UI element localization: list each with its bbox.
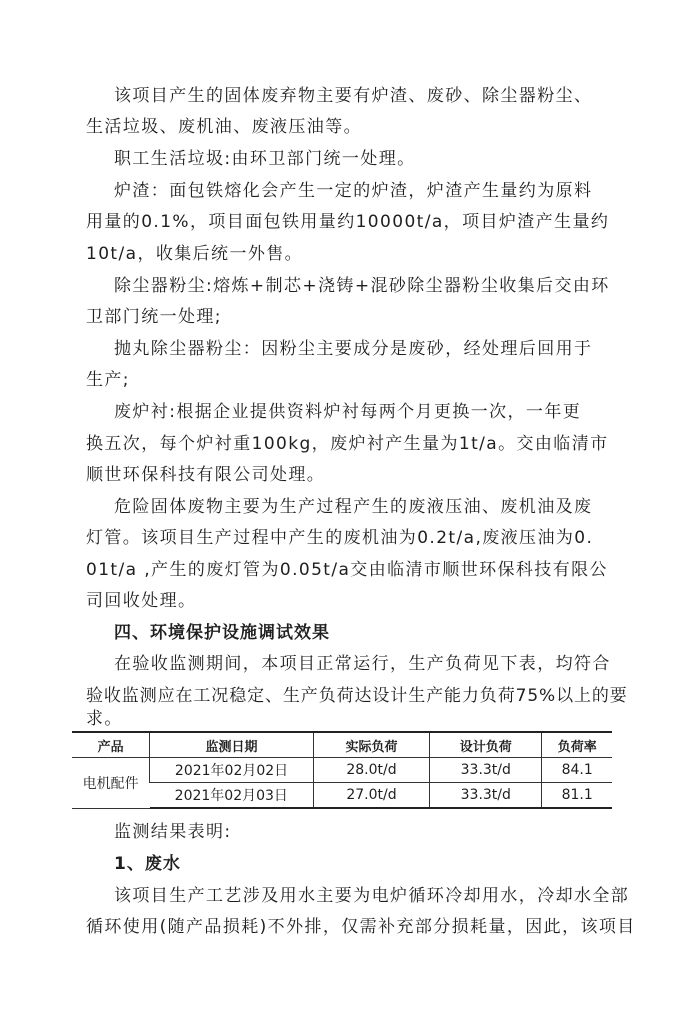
table-header-row — [72, 732, 612, 758]
paragraph-line: 求。 — [86, 709, 123, 729]
cell-design-load: 33.3t/d — [430, 758, 542, 783]
cell-design-load: 33.3t/d — [430, 783, 542, 809]
paragraph-line: 该项目生产工艺涉及用水主要为电炉循环冷却用水，冷却水全部 — [114, 886, 630, 906]
paragraph-line: 抛丸除尘器粉尘：因粉尘主要成分是废砂，经处理后回用于 — [114, 339, 593, 359]
section-heading: 四、环境保护设施调试效果 — [114, 623, 330, 643]
header-design-load: 设计负荷 — [430, 732, 542, 758]
table-row — [72, 758, 612, 783]
subheading-wastewater: 1、废水 — [114, 854, 181, 874]
paragraph-line: 废炉衬:根据企业提供资料炉衬每两个月更换一次，一年更 — [114, 402, 582, 422]
paragraph-line: 灯管。该项目生产过程中产生的废机油为0.2t/a,废液压油为0. — [86, 528, 594, 548]
cell-product: 电机配件 — [72, 758, 150, 809]
header-product: 产品 — [72, 732, 150, 758]
paragraph-line: 在验收监测期间，本项目正常运行，生产负荷见下表，均符合 — [114, 654, 611, 674]
header-date: 监测日期 — [150, 732, 314, 758]
paragraph-line: 10t/a，收集后统一外售。 — [86, 244, 304, 264]
cell-actual-load: 28.0t/d — [313, 758, 429, 783]
paragraph-line: 换五次，每个炉衬重100kg，废炉衬产生量为1t/a。交由临清市 — [86, 434, 609, 454]
cell-load-rate: 84.1 — [542, 758, 612, 783]
paragraph-line: 01t/a ,产生的废灯管为0.05t/a交由临清市顺世环保科技有限公 — [86, 560, 608, 580]
paragraph-line: 验收监测应在工况稳定、生产负荷达设计生产能力负荷75%以上的要 — [86, 686, 628, 706]
paragraph-line: 司回收处理。 — [86, 591, 197, 611]
cell-actual-load: 27.0t/d — [313, 783, 429, 809]
paragraph-line: 炉渣：面包铁熔化会产生一定的炉渣，炉渣产生量约为原料 — [114, 181, 593, 201]
cell-date: 2021年02月02日 — [150, 758, 314, 783]
paragraph-line: 用量的0.1%，项目面包铁用量约10000t/a，项目炉渣产生量约 — [86, 212, 610, 232]
paragraph-line: 危险固体废物主要为生产过程产生的废液压油、废机油及废 — [114, 497, 593, 517]
paragraph-line: 监测结果表明: — [114, 822, 232, 842]
paragraph-line: 卫部门统一处理; — [86, 307, 222, 327]
paragraph-line: 职工生活垃圾:由环卫部门统一处理。 — [114, 149, 416, 169]
paragraph-line: 除尘器粉尘:熔炼+制芯+浇铸+混砂除尘器粉尘收集后交由环 — [114, 276, 610, 296]
table-row — [72, 783, 612, 809]
load-table — [72, 731, 612, 809]
header-actual-load: 实际负荷 — [313, 732, 429, 758]
header-load-rate: 负荷率 — [542, 732, 612, 758]
paragraph-line: 该项目产生的固体废弃物主要有炉渣、废砂、除尘器粉尘、 — [114, 86, 593, 106]
paragraph-line: 生产; — [86, 370, 130, 390]
cell-load-rate: 81.1 — [542, 783, 612, 809]
paragraph-line: 顺世环保科技有限公司处理。 — [86, 465, 326, 485]
paragraph-line: 循环使用(随产品损耗)不外排，仅需补充部分损耗量，因此，该项目 — [86, 917, 636, 937]
cell-date: 2021年02月03日 — [150, 783, 314, 809]
paragraph-line: 生活垃圾、废机油、废液压油等。 — [86, 117, 362, 137]
